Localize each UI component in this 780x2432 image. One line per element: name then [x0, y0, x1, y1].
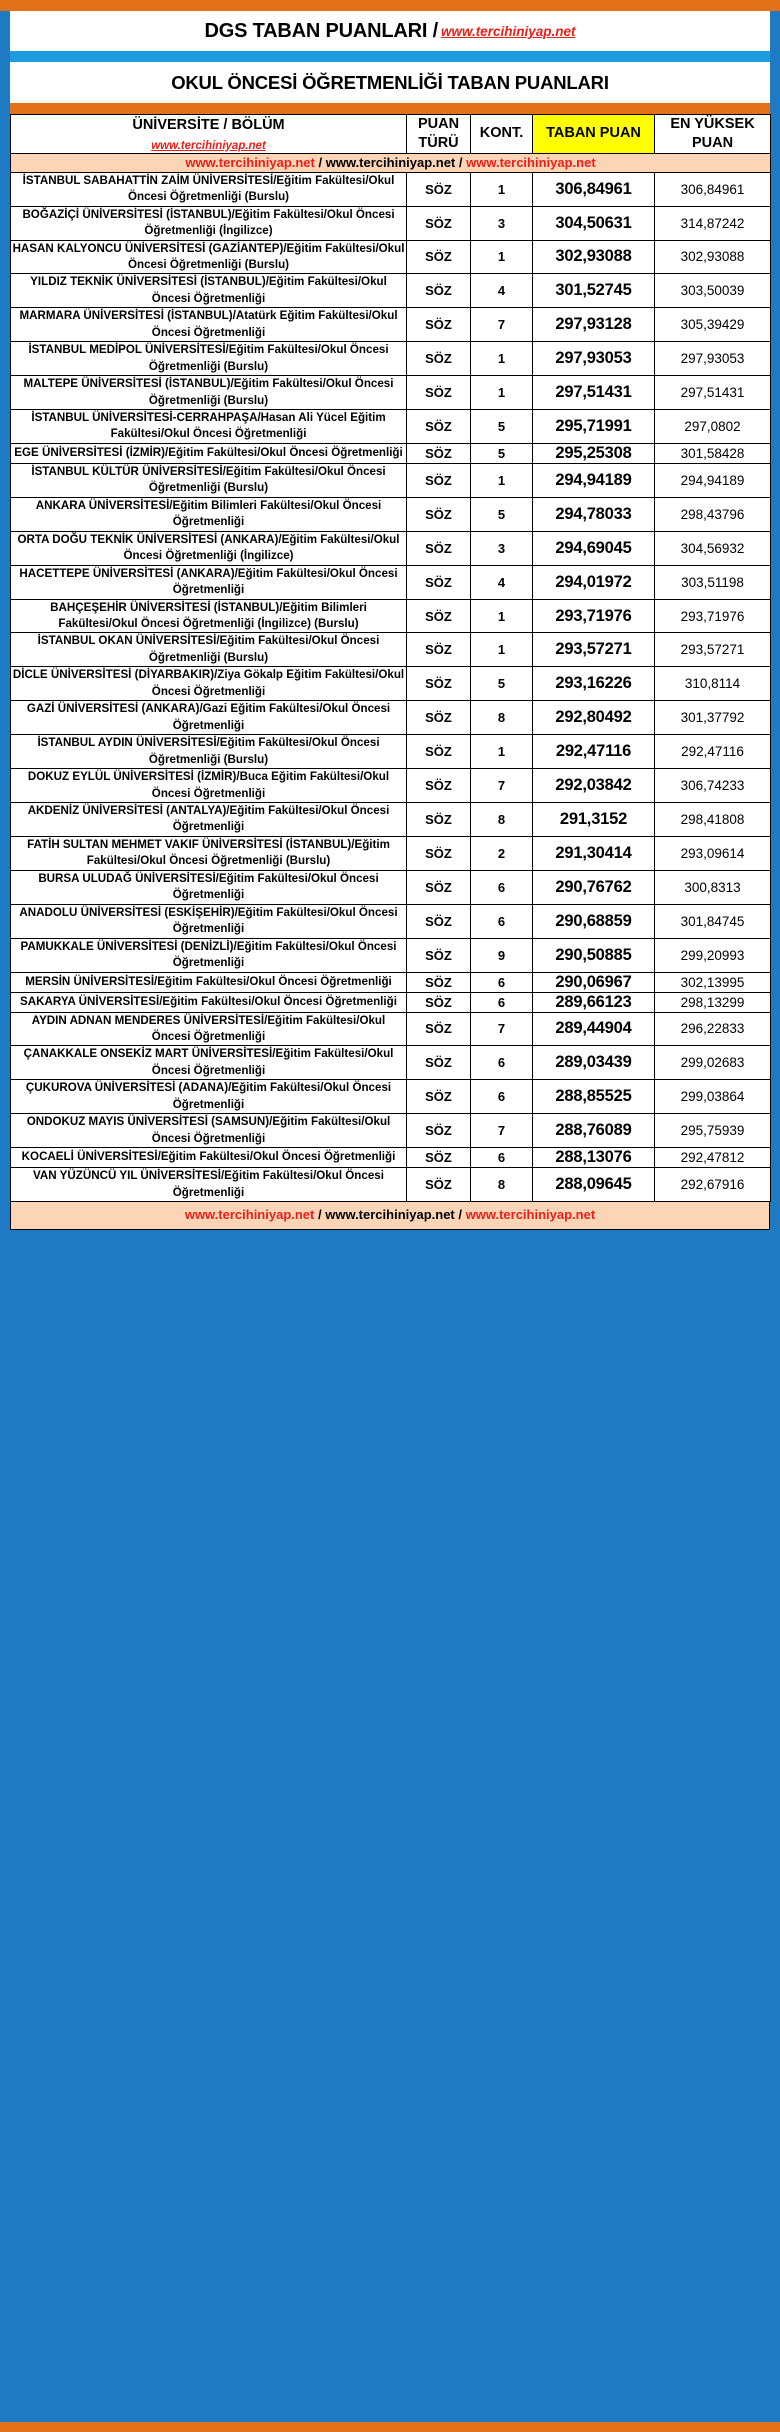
cell-kontenjan: 5	[471, 497, 533, 531]
cell-en-yuksek-puan: 297,0802	[655, 410, 771, 444]
cell-en-yuksek-puan: 301,58428	[655, 443, 771, 463]
cell-en-yuksek-puan: 306,84961	[655, 172, 771, 206]
table-row	[11, 172, 771, 206]
cell-university: BOĞAZİÇİ ÜNİVERSİTESİ (İSTANBUL)/Eğitim Fakültesi/Okul Öncesi Öğretmenliği (İngilizce)	[11, 206, 407, 240]
cell-taban-puan: 289,03439	[533, 1046, 655, 1080]
table-row	[11, 308, 771, 342]
cell-kontenjan: 6	[471, 904, 533, 938]
cell-taban-puan: 304,50631	[533, 206, 655, 240]
cell-kontenjan: 6	[471, 1046, 533, 1080]
cell-university: HASAN KALYONCU ÜNİVERSİTESİ (GAZİANTEP)/Eğitim Fakültesi/Okul Öncesi Öğretmenliği (Burslu)	[11, 240, 407, 274]
cell-university: MALTEPE ÜNİVERSİTESİ (İSTANBUL)/Eğitim Fakültesi/Okul Öncesi Öğretmenliği (Burslu)	[11, 376, 407, 410]
cell-taban-puan: 293,71976	[533, 599, 655, 633]
column-header-en-yuksek-puan: EN YÜKSEK PUAN	[655, 115, 771, 154]
watermark-sep-1: /	[314, 154, 326, 170]
table-row	[11, 1046, 771, 1080]
cell-puan-turu: SÖZ	[407, 1080, 471, 1114]
cell-university: MERSİN ÜNİVERSİTESİ/Eğitim Fakültesi/Okul Öncesi Öğretmenliği	[11, 972, 407, 992]
table-row	[11, 1114, 771, 1148]
cell-taban-puan: 288,85525	[533, 1080, 655, 1114]
cell-taban-puan: 297,51431	[533, 376, 655, 410]
cell-puan-turu: SÖZ	[407, 1168, 471, 1202]
cell-en-yuksek-puan: 292,47116	[655, 735, 771, 769]
cell-puan-turu: SÖZ	[407, 1046, 471, 1080]
column-header-taban-puan: TABAN PUAN	[533, 115, 655, 154]
table-row	[11, 735, 771, 769]
column-header-puan-turu: PUAN TÜRÜ	[407, 115, 471, 154]
cell-taban-puan: 291,30414	[533, 836, 655, 870]
table-row	[11, 1148, 771, 1168]
page-title-bar	[10, 11, 770, 51]
cell-puan-turu: SÖZ	[407, 1012, 471, 1046]
cell-kontenjan: 1	[471, 342, 533, 376]
table-row	[11, 376, 771, 410]
table-row	[11, 443, 771, 463]
cell-taban-puan: 290,06967	[533, 972, 655, 992]
table-watermark-band-bottom	[10, 1202, 770, 1230]
table-row	[11, 497, 771, 531]
cell-taban-puan: 288,09645	[533, 1168, 655, 1202]
cell-kontenjan: 5	[471, 443, 533, 463]
page-title-link[interactable]: www.tercihiniyap.net	[440, 24, 576, 39]
table-row	[11, 274, 771, 308]
cell-taban-puan: 288,76089	[533, 1114, 655, 1148]
cell-taban-puan: 295,71991	[533, 410, 655, 444]
table-row	[11, 565, 771, 599]
cell-kontenjan: 3	[471, 206, 533, 240]
cell-kontenjan: 1	[471, 172, 533, 206]
cell-kontenjan: 7	[471, 769, 533, 803]
table-row	[11, 240, 771, 274]
bottom-spacer	[0, 1230, 780, 1248]
cell-university: İSTANBUL OKAN ÜNİVERSİTESİ/Eğitim Fakültesi/Okul Öncesi Öğretmenliği (Burslu)	[11, 633, 407, 667]
cell-en-yuksek-puan: 295,75939	[655, 1114, 771, 1148]
cell-en-yuksek-puan: 303,50039	[655, 274, 771, 308]
cell-university: İSTANBUL SABAHATTİN ZAİM ÜNİVERSİTESİ/Eğitim Fakültesi/Okul Öncesi Öğretmenliği (Burslu)	[11, 172, 407, 206]
cell-taban-puan: 288,13076	[533, 1148, 655, 1168]
cell-puan-turu: SÖZ	[407, 992, 471, 1012]
cell-kontenjan: 1	[471, 463, 533, 497]
watermark-bottom-link-2[interactable]: www.tercihiniyap.net	[325, 1207, 455, 1223]
bottom-orange-divider	[0, 2422, 780, 2432]
cell-university: DOKUZ EYLÜL ÜNİVERSİTESİ (İZMİR)/Buca Eğitim Fakültesi/Okul Öncesi Öğretmenliği	[11, 769, 407, 803]
cell-taban-puan: 297,93053	[533, 342, 655, 376]
cell-en-yuksek-puan: 293,71976	[655, 599, 771, 633]
cell-en-yuksek-puan: 293,57271	[655, 633, 771, 667]
cell-en-yuksek-puan: 298,13299	[655, 992, 771, 1012]
cell-puan-turu: SÖZ	[407, 803, 471, 837]
orange-divider	[10, 103, 770, 114]
cell-kontenjan: 4	[471, 274, 533, 308]
table-row	[11, 633, 771, 667]
cell-en-yuksek-puan: 305,39429	[655, 308, 771, 342]
table-row	[11, 1168, 771, 1202]
cell-taban-puan: 294,78033	[533, 497, 655, 531]
cell-university: İSTANBUL ÜNİVERSİTESİ-CERRAHPAŞA/Hasan Ali Yücel Eğitim Fakültesi/Okul Öncesi Öğretmenliği	[11, 410, 407, 444]
table-row	[11, 1080, 771, 1114]
cell-puan-turu: SÖZ	[407, 342, 471, 376]
cell-kontenjan: 7	[471, 1012, 533, 1046]
cell-en-yuksek-puan: 301,37792	[655, 701, 771, 735]
cell-kontenjan: 8	[471, 701, 533, 735]
table-row	[11, 599, 771, 633]
cell-kontenjan: 8	[471, 803, 533, 837]
cell-kontenjan: 5	[471, 410, 533, 444]
cell-puan-turu: SÖZ	[407, 376, 471, 410]
cell-puan-turu: SÖZ	[407, 206, 471, 240]
cell-taban-puan: 293,57271	[533, 633, 655, 667]
watermark-band-cell	[11, 153, 771, 172]
cell-taban-puan: 292,80492	[533, 701, 655, 735]
title-frame	[10, 11, 770, 51]
cell-university: MARMARA ÜNİVERSİTESİ (İSTANBUL)/Atatürk Eğitim Fakültesi/Okul Öncesi Öğretmenliği	[11, 308, 407, 342]
cell-puan-turu: SÖZ	[407, 1148, 471, 1168]
cell-taban-puan: 289,44904	[533, 1012, 655, 1046]
cell-university: ONDOKUZ MAYIS ÜNİVERSİTESİ (SAMSUN)/Eğitim Fakültesi/Okul Öncesi Öğretmenliği	[11, 1114, 407, 1148]
watermark-link-1[interactable]: www.tercihiniyap.net	[185, 154, 315, 170]
cell-kontenjan: 1	[471, 240, 533, 274]
cell-puan-turu: SÖZ	[407, 599, 471, 633]
scores-table	[10, 114, 771, 1202]
cell-taban-puan: 294,01972	[533, 565, 655, 599]
cell-en-yuksek-puan: 304,56932	[655, 531, 771, 565]
page-title: DGS TABAN PUANLARI /	[204, 20, 438, 42]
cell-en-yuksek-puan: 302,93088	[655, 240, 771, 274]
watermark-link-3[interactable]: www.tercihiniyap.net	[466, 154, 596, 170]
cell-taban-puan: 292,03842	[533, 769, 655, 803]
cell-university: ANKARA ÜNİVERSİTESİ/Eğitim Bilimleri Fakültesi/Okul Öncesi Öğretmenliği	[11, 497, 407, 531]
cell-university: PAMUKKALE ÜNİVERSİTESİ (DENİZLİ)/Eğitim Fakültesi/Okul Öncesi Öğretmenliği	[11, 938, 407, 972]
cell-taban-puan: 291,3152	[533, 803, 655, 837]
cell-puan-turu: SÖZ	[407, 531, 471, 565]
cell-puan-turu: SÖZ	[407, 667, 471, 701]
watermark-bottom-link-3[interactable]: www.tercihiniyap.net	[465, 1207, 596, 1223]
watermark-bottom-sep-2: /	[454, 1207, 466, 1223]
subtitle-frame	[10, 62, 770, 103]
cell-en-yuksek-puan: 310,8114	[655, 667, 771, 701]
cell-university: KOCAELİ ÜNİVERSİTESİ/Eğitim Fakültesi/Okul Öncesi Öğretmenliği	[11, 1148, 407, 1168]
cell-en-yuksek-puan: 299,03864	[655, 1080, 771, 1114]
watermark-link-2[interactable]: www.tercihiniyap.net	[325, 154, 456, 170]
cell-university: YILDIZ TEKNİK ÜNİVERSİTESİ (İSTANBUL)/Eğitim Fakültesi/Okul Öncesi Öğretmenliği	[11, 274, 407, 308]
cell-university: BURSA ULUDAĞ ÜNİVERSİTESİ/Eğitim Fakültesi/Okul Öncesi Öğretmenliği	[11, 870, 407, 904]
table-row	[11, 410, 771, 444]
cell-kontenjan: 7	[471, 308, 533, 342]
table-row	[11, 769, 771, 803]
page-subtitle-bar	[10, 62, 770, 103]
table-row	[11, 992, 771, 1012]
cell-university: ANADOLU ÜNİVERSİTESİ (ESKİŞEHİR)/Eğitim Fakültesi/Okul Öncesi Öğretmenliği	[11, 904, 407, 938]
cell-en-yuksek-puan: 314,87242	[655, 206, 771, 240]
cyan-divider	[10, 51, 770, 62]
cell-university: FATİH SULTAN MEHMET VAKIF ÜNİVERSİTESİ (İSTANBUL)/Eğitim Fakültesi/Okul Öncesi Öğretmenliği (Burslu)	[11, 836, 407, 870]
cell-puan-turu: SÖZ	[407, 870, 471, 904]
cell-en-yuksek-puan: 302,13995	[655, 972, 771, 992]
table-row	[11, 531, 771, 565]
cell-puan-turu: SÖZ	[407, 240, 471, 274]
cell-puan-turu: SÖZ	[407, 565, 471, 599]
cell-university: İSTANBUL KÜLTÜR ÜNİVERSİTESİ/Eğitim Fakültesi/Okul Öncesi Öğretmenliği (Burslu)	[11, 463, 407, 497]
cell-taban-puan: 297,93128	[533, 308, 655, 342]
cell-taban-puan: 289,66123	[533, 992, 655, 1012]
cell-kontenjan: 3	[471, 531, 533, 565]
cell-en-yuksek-puan: 299,02683	[655, 1046, 771, 1080]
cell-puan-turu: SÖZ	[407, 938, 471, 972]
table-row	[11, 972, 771, 992]
watermark-bottom-link-1[interactable]: www.tercihiniyap.net	[184, 1207, 315, 1223]
cell-puan-turu: SÖZ	[407, 904, 471, 938]
cell-taban-puan: 294,94189	[533, 463, 655, 497]
watermark-sep-2: /	[455, 154, 467, 170]
cell-university: İSTANBUL AYDIN ÜNİVERSİTESİ/Eğitim Fakültesi/Okul Öncesi Öğretmenliği (Burslu)	[11, 735, 407, 769]
cell-university: GAZİ ÜNİVERSİTESİ (ANKARA)/Gazi Eğitim Fakültesi/Okul Öncesi Öğretmenliği	[11, 701, 407, 735]
table-watermark-band-top	[11, 153, 771, 172]
cell-en-yuksek-puan: 297,51431	[655, 376, 771, 410]
cell-kontenjan: 5	[471, 667, 533, 701]
cell-puan-turu: SÖZ	[407, 274, 471, 308]
column-header-kontenjan: KONT.	[471, 115, 533, 154]
cell-kontenjan: 6	[471, 1080, 533, 1114]
cell-en-yuksek-puan: 297,93053	[655, 342, 771, 376]
cell-taban-puan: 301,52745	[533, 274, 655, 308]
cell-en-yuksek-puan: 303,51198	[655, 565, 771, 599]
page-subtitle: OKUL ÖNCESİ ÖĞRETMENLİĞİ TABAN PUANLARI	[171, 72, 609, 93]
table-row	[11, 803, 771, 837]
cell-puan-turu: SÖZ	[407, 1114, 471, 1148]
cell-kontenjan: 2	[471, 836, 533, 870]
cell-kontenjan: 6	[471, 992, 533, 1012]
cell-taban-puan: 302,93088	[533, 240, 655, 274]
table-row	[11, 463, 771, 497]
cell-puan-turu: SÖZ	[407, 410, 471, 444]
cell-kontenjan: 7	[471, 1114, 533, 1148]
cell-en-yuksek-puan: 292,47812	[655, 1148, 771, 1168]
table-row	[11, 904, 771, 938]
cell-university: DİCLE ÜNİVERSİTESİ (DİYARBAKIR)/Ziya Gökalp Eğitim Fakültesi/Okul Öncesi Öğretmenliği	[11, 667, 407, 701]
table-row	[11, 206, 771, 240]
cell-kontenjan: 1	[471, 599, 533, 633]
watermark-band-text-bottom	[185, 1207, 595, 1222]
cell-taban-puan: 295,25308	[533, 443, 655, 463]
cell-puan-turu: SÖZ	[407, 836, 471, 870]
cell-university: ORTA DOĞU TEKNİK ÜNİVERSİTESİ (ANKARA)/Eğitim Fakültesi/Okul Öncesi Öğretmenliği (İngilizce)	[11, 531, 407, 565]
table-header-row	[11, 115, 771, 154]
table-row	[11, 836, 771, 870]
cell-puan-turu: SÖZ	[407, 172, 471, 206]
cell-puan-turu: SÖZ	[407, 701, 471, 735]
table-row	[11, 342, 771, 376]
cell-taban-puan: 293,16226	[533, 667, 655, 701]
cell-en-yuksek-puan: 306,74233	[655, 769, 771, 803]
watermark-band-text	[185, 155, 595, 170]
column-header-university-link[interactable]: www.tercihiniyap.net	[151, 139, 266, 152]
cell-kontenjan: 1	[471, 376, 533, 410]
cell-taban-puan: 290,76762	[533, 870, 655, 904]
cell-en-yuksek-puan: 292,67916	[655, 1168, 771, 1202]
cell-en-yuksek-puan: 298,41808	[655, 803, 771, 837]
cell-puan-turu: SÖZ	[407, 443, 471, 463]
cell-puan-turu: SÖZ	[407, 972, 471, 992]
cell-taban-puan: 292,47116	[533, 735, 655, 769]
cell-kontenjan: 4	[471, 565, 533, 599]
cell-university: HACETTEPE ÜNİVERSİTESİ (ANKARA)/Eğitim Fakültesi/Okul Öncesi Öğretmenliği	[11, 565, 407, 599]
cell-en-yuksek-puan: 293,09614	[655, 836, 771, 870]
cell-taban-puan: 294,69045	[533, 531, 655, 565]
cell-taban-puan: 306,84961	[533, 172, 655, 206]
cell-kontenjan: 9	[471, 938, 533, 972]
table-row	[11, 938, 771, 972]
column-header-university	[11, 115, 407, 154]
cell-puan-turu: SÖZ	[407, 497, 471, 531]
top-orange-divider	[0, 0, 780, 11]
cell-en-yuksek-puan: 296,22833	[655, 1012, 771, 1046]
cell-kontenjan: 6	[471, 972, 533, 992]
cell-puan-turu: SÖZ	[407, 463, 471, 497]
cell-taban-puan: 290,68859	[533, 904, 655, 938]
cell-en-yuksek-puan: 299,20993	[655, 938, 771, 972]
cell-kontenjan: 6	[471, 1148, 533, 1168]
cell-en-yuksek-puan: 300,8313	[655, 870, 771, 904]
cell-university: SAKARYA ÜNİVERSİTESİ/Eğitim Fakültesi/Okul Öncesi Öğretmenliği	[11, 992, 407, 1012]
table-row	[11, 701, 771, 735]
cell-university: AYDIN ADNAN MENDERES ÜNİVERSİTESİ/Eğitim Fakültesi/Okul Öncesi Öğretmenliği	[11, 1012, 407, 1046]
cell-en-yuksek-puan: 301,84745	[655, 904, 771, 938]
cell-puan-turu: SÖZ	[407, 735, 471, 769]
cell-kontenjan: 1	[471, 735, 533, 769]
cell-kontenjan: 8	[471, 1168, 533, 1202]
table-row	[11, 870, 771, 904]
cell-university: BAHÇEŞEHİR ÜNİVERSİTESİ (İSTANBUL)/Eğitim Bilimleri Fakültesi/Okul Öncesi Öğretmenliği (İngilizce) (Burslu)	[11, 599, 407, 633]
cell-taban-puan: 290,50885	[533, 938, 655, 972]
cell-puan-turu: SÖZ	[407, 769, 471, 803]
table-row	[11, 1012, 771, 1046]
column-header-university-label: ÜNİVERSİTE / BÖLÜM	[132, 117, 285, 134]
cell-kontenjan: 1	[471, 633, 533, 667]
table-row	[11, 667, 771, 701]
cell-university: EGE ÜNİVERSİTESİ (İZMİR)/Eğitim Fakültesi/Okul Öncesi Öğretmenliği	[11, 443, 407, 463]
cell-university: AKDENİZ ÜNİVERSİTESİ (ANTALYA)/Eğitim Fakültesi/Okul Öncesi Öğretmenliği	[11, 803, 407, 837]
scores-table-body	[11, 172, 771, 1201]
cell-kontenjan: 6	[471, 870, 533, 904]
cell-university: VAN YÜZÜNCÜ YIL ÜNİVERSİTESİ/Eğitim Fakültesi/Okul Öncesi Öğretmenliği	[11, 1168, 407, 1202]
watermark-bottom-sep-1: /	[314, 1207, 326, 1223]
cell-en-yuksek-puan: 294,94189	[655, 463, 771, 497]
cell-puan-turu: SÖZ	[407, 633, 471, 667]
cell-en-yuksek-puan: 298,43796	[655, 497, 771, 531]
cell-university: ÇANAKKALE ONSEKİZ MART ÜNİVERSİTESİ/Eğitim Fakültesi/Okul Öncesi Öğretmenliği	[11, 1046, 407, 1080]
cell-university: ÇUKUROVA ÜNİVERSİTESİ (ADANA)/Eğitim Fakültesi/Okul Öncesi Öğretmenliği	[11, 1080, 407, 1114]
cell-university: İSTANBUL MEDİPOL ÜNİVERSİTESİ/Eğitim Fakültesi/Okul Öncesi Öğretmenliği (Burslu)	[11, 342, 407, 376]
cell-puan-turu: SÖZ	[407, 308, 471, 342]
